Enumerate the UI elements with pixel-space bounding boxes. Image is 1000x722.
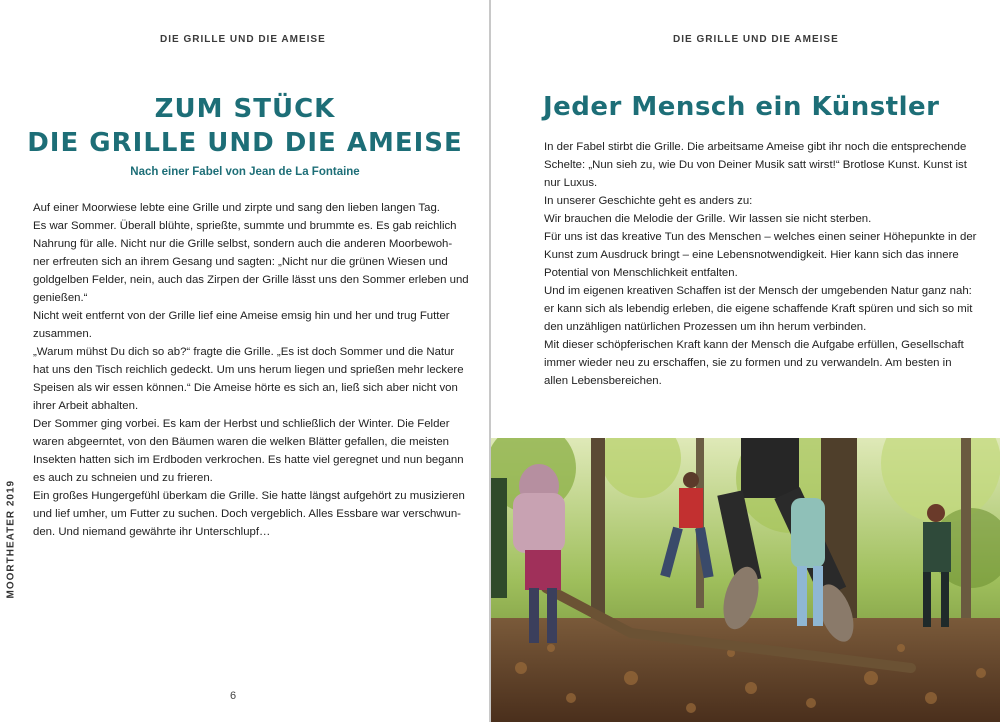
text-line: er kann sich als lebendig erleben, die eigene schaffende Kraft spüren und sich so mit xyxy=(544,303,973,315)
text-line: und lief umher, um Futter zu suchen. Doch vergeblich. Alles Essbare war verschwun- xyxy=(33,508,461,520)
subtitle-left: Nach einer Fabel von Jean de La Fontaine xyxy=(130,166,360,178)
page-title-right: Jeder Mensch ein Künstler xyxy=(543,92,940,122)
text-line: ihrer Arbeit abhalten. xyxy=(33,400,139,412)
text-line: In unserer Geschichte geht es anders zu: xyxy=(544,195,753,207)
body-text-right xyxy=(544,138,977,390)
text-line: es auch zu schneien und zu frieren. xyxy=(33,472,213,484)
text-line: waren abgeerntet, von den Bäumen waren die welken Blätter gefallen, die meisten xyxy=(33,436,450,448)
text-line: Wir brauchen die Melodie der Grille. Wir lassen sie nicht sterben. xyxy=(544,213,872,225)
text-line: immer wieder neu zu erschaffen, sie zu formen und zu verwandeln. Am besten in xyxy=(544,357,952,369)
text-line: Für uns ist das kreative Tun des Menschen – welches einen seiner Höhepunkte in der xyxy=(544,231,977,243)
page-title-left xyxy=(20,92,470,160)
text-line: Und im eigenen kreativen Schaffen ist der Mensch der umgebenden Natur ganz nah: xyxy=(544,285,972,297)
text-line: Nicht weit entfernt von der Grille lief eine Ameise emsig hin und her und trug Futter xyxy=(33,310,450,322)
text-line: goldgelben Felder, nein, auch das Zirpen der Grille lässt uns den Sommer erleben und xyxy=(33,274,469,286)
text-line: hat uns den Tisch reichlich gedeckt. Um uns herum liegen und sprießen mehr leckere xyxy=(33,364,464,376)
text-line: Es war Sommer. Überall blühte, sprießte, summte und brummte es. Es gab reichlich xyxy=(33,220,457,232)
text-line: genießen.“ xyxy=(33,292,88,304)
text-line: Ein großes Hungergefühl überkam die Grille. Sie hatte längst aufgehört zu musizieren xyxy=(33,490,465,502)
text-line: Insekten hatten sich im Erdboden verkrochen. Es hatte viel geregnet und nun begann xyxy=(33,454,464,466)
text-line: Mit dieser schöpferischen Kraft kann der Mensch die Aufgabe erfüllen, Gesellschaft xyxy=(544,339,964,351)
text-line: den unzähligen natürlichen Prozessen um ihn herum verbinden. xyxy=(544,321,867,333)
text-line: ner erfreuten sich an ihrem Gesang und sagten: „Nicht nur die grünen Wiesen und xyxy=(33,256,448,268)
side-label-moortheater: MOORTHEATER 2019 xyxy=(5,479,17,599)
text-line: zusammen. xyxy=(33,328,92,340)
title-line-2: DIE GRILLE UND DIE AMEISE xyxy=(27,128,463,158)
running-head-right: DIE GRILLE UND DIE AMEISE xyxy=(673,34,839,45)
text-line: Nahrung für alle. Nicht nur die Grille selbst, sondern auch die anderen Moorbewoh- xyxy=(33,238,453,250)
title-line-1: ZUM STÜCK xyxy=(154,94,336,124)
text-line: Der Sommer ging vorbei. Es kam der Herbst und schließlich der Winter. Die Felder xyxy=(33,418,450,430)
text-line: den. Und niemand gewährte ihr Unterschlupf… xyxy=(33,526,271,538)
body-text-left xyxy=(33,199,469,541)
page-number: 6 xyxy=(230,690,237,702)
forest-children-photo xyxy=(491,438,1000,722)
text-line: Potential von Menschlichkeit entfalten. xyxy=(544,267,738,279)
text-line: nur Luxus. xyxy=(544,177,598,189)
text-line: Kunst zum Ausdruck bringt – eine Lebensnotwendigkeit. Hier kann sich das innere xyxy=(544,249,959,261)
text-line: „Warum mühst Du dich so ab?“ fragte die Grille. „Es ist doch Sommer und die Natur xyxy=(33,346,455,358)
text-line: Speisen als wir essen können.“ Die Ameise hörte es sich an, ließ sich aber nicht von xyxy=(33,382,458,394)
text-line: In der Fabel stirbt die Grille. Die arbeitsame Ameise gibt ihr noch die entsprechende xyxy=(544,141,967,153)
left-page xyxy=(0,0,489,722)
text-line: allen Lebensbereichen. xyxy=(544,375,662,387)
text-line: Schelte: „Nun sieh zu, wie Du von Deiner Musik satt wirst!“ Brotlose Kunst. Kunst ist xyxy=(544,159,967,171)
text-line: Auf einer Moorwiese lebte eine Grille und zirpte und sang den lieben langen Tag. xyxy=(33,202,440,214)
right-page xyxy=(491,0,1000,722)
running-head-left: DIE GRILLE UND DIE AMEISE xyxy=(160,34,326,45)
